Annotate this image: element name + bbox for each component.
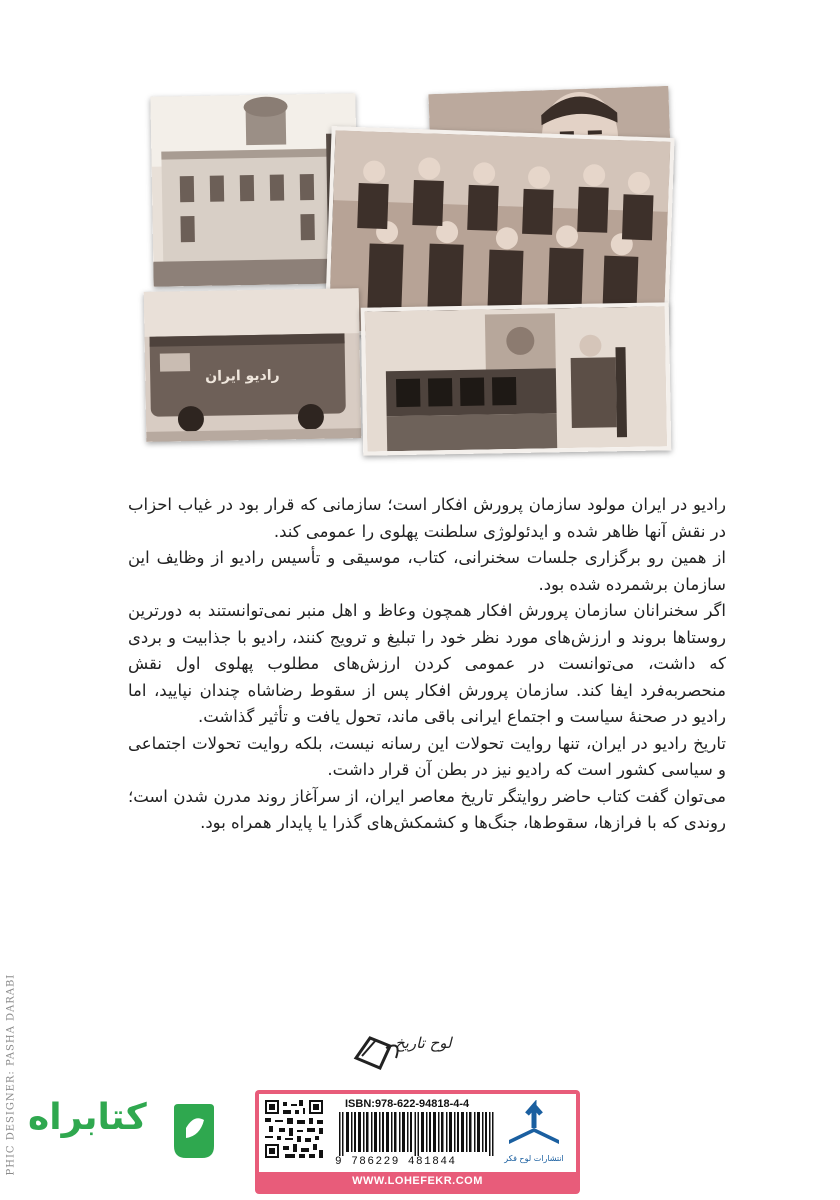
studio-photo [361, 302, 672, 455]
description-paragraph: تاریخ رادیو در ایران، تنها روایت تحولات این رسانه نیست، بلکه روایت تحولات اجتماعی و سیاسی کشور است که رادیو نیز در بطن آن قرار داشت. [128, 733, 726, 779]
book-arrow-icon [499, 1100, 569, 1150]
isbn-text: ISBN:978-622-94818-4-4 [345, 1098, 470, 1110]
photo-collage [140, 90, 670, 450]
description-paragraph: از همین رو برگزاری جلسات سخنرانی، کتاب، موسیقی و تأسیس رادیو از وظایف این سازمان برشمرده شده بود. [128, 548, 726, 594]
publisher-logo-text: لوح تاریخ [395, 1034, 452, 1052]
website-url[interactable]: WWW.LOHEFEKR.COM [352, 1175, 483, 1187]
van-lettering: رادیو ایران [205, 367, 280, 385]
back-cover-description [128, 492, 726, 837]
barcode-panel [259, 1094, 576, 1172]
qr-code [265, 1100, 323, 1158]
barcode-block [255, 1090, 580, 1194]
publisher-mark-label: انتشارات لوح فکر [504, 1154, 564, 1163]
description-paragraph: می‌توان گفت کتاب حاضر روایتگر تاریخ معاصر ایران، از سرآغاز روند مدرن شدن است؛ روندی که با فرازها، سقوط‌ها، جنگ‌ها و کشمکش‌های گذرا یا پایدار همراه بود. [128, 786, 726, 832]
description-paragraph: اگر سخنرانان سازمان پرورش افکار همچون وعاظ و اهل منبر نمی‌توانستند به دورترین روستاها بروند و ارزش‌های مورد نظر خود را تبلیغ و ترویج کنند، رادیو با جذابیت و بردی که داشت، می‌توانست در عمومی کردن ارزش‌های مطلوب پهلوی اول نقش منحصربه‌فرد ایفا کند. سازمان پرورش افکار پس از سقوط رضاشاه چندان نپایید، اما رادیو در صحنهٔ سیاست و اجتماع ایرانی باقی ماند، تحول یافت و تأثیر گذاشت. [128, 601, 726, 726]
radio-van-photo [144, 288, 362, 442]
store-logo-text: کتابراه [28, 1097, 147, 1138]
designer-credit: PHIC DESIGNER: PASHA DARABI [5, 973, 17, 1176]
description-paragraph: رادیو در ایران مولود سازمان پرورش افکار است؛ سازمانی که قرار بود در غیاب احزاب در نقش آنها ظاهر شده و ایدئولوژی سلطنت پهلوی را عمومی کند. [128, 495, 726, 541]
barcode-bars [339, 1112, 494, 1156]
barcode-digits: 9 786229 481844 [335, 1156, 457, 1168]
